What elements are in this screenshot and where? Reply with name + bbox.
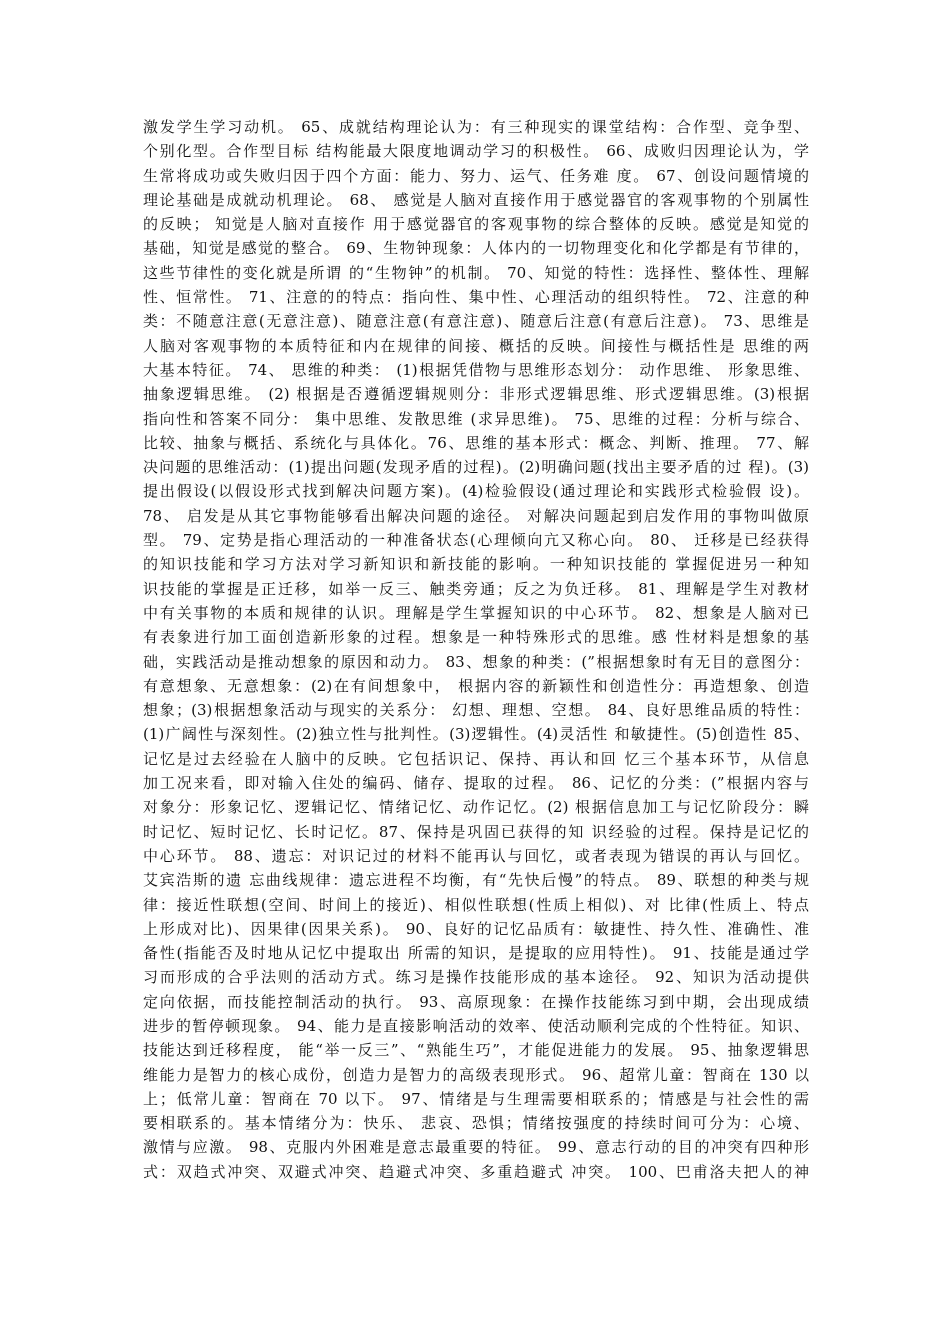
text-line: 有表象进行加工面创造新形象的过程。想象是一种特殊形式的思维。感 性材料是想象的基	[143, 628, 809, 647]
text-line: 础，实践活动是推动想象的原因和动力。 83、想象的种类：(”根据想象时有无目的意图分：	[143, 652, 809, 671]
body-text	[143, 115, 809, 1184]
text-line: 习而形成的合乎法则的活动方式。练习是操作技能形成的基本途径。 92、知识为活动提供	[143, 968, 809, 987]
text-line: 类：不随意注意(无意注意)、随意注意(有意注意)、随意后注意(有意后注意)。 73、思维是	[143, 312, 809, 331]
text-line: 的知识技能和学习方法对学习新知识和新技能的影响。一种知识技能的 掌握促进另一种知	[143, 555, 809, 574]
text-line: 比较、抽象与概括、系统化与具体化。76、思维的基本形式：概念、判断、推理。 77、解	[143, 433, 809, 452]
text-line: 激发学生学习动机。 65、成就结构理论认为：有三种现实的课堂结构：合作型、竞争型、	[143, 118, 809, 136]
text-line: 要相联系的。基本情绪分为：快乐、 悲哀、恐惧；情绪按强度的持续时间可分为：心境、	[143, 1114, 809, 1133]
text-line: 时记忆、短时记忆、长时记忆。87、保持是巩固已获得的知 识经验的过程。保持是记忆的	[143, 822, 809, 841]
text-line: 记忆是过去经验在人脑中的反映。它包括识记、保持、再认和回 忆三个基本环节，从信息	[143, 749, 809, 768]
text-line: 生常将成功或失败归因于四个方面：能力、努力、运气、任务难 度。 67、创设问题情境的	[143, 166, 809, 185]
text-line: 上；低常儿童：智商在 70 以下。 97、情绪是与生理需要相联系的；情感是与社会性的需	[143, 1089, 809, 1108]
text-line: 识技能的掌握是正迁移，如举一反三、触类旁通；反之为负迁移。 81、理解是学生对教材	[143, 579, 809, 598]
text-line: 基础，知觉是感觉的整合。 69、生物钟现象：人体内的一切物理变化和化学都是有节律的，	[143, 239, 809, 258]
text-line: 个别化型。合作型目标 结构能最大限度地调动学习的积极性。 66、成败归因理论认为，学	[143, 142, 809, 161]
text-line: 备性(指能否及时地从记忆中提取出 所需的知识，是提取的应用特性)。 91、技能是通过学	[143, 944, 809, 963]
text-line: 上形成对比)、因果律(因果关系)。 90、良好的记忆品质有：敏捷性、持久性、准确性、准	[143, 919, 809, 938]
text-line: 技能达到迁移程度， 能“举一反三”、“熟能生巧”，才能促进能力的发展。 95、抽象逻辑思	[143, 1041, 809, 1060]
text-line: 性、恒常性。 71、注意的的特点：指向性、集中性、心理活动的组织特性。 72、注意的种	[143, 288, 809, 307]
text-line: 式：双趋式冲突、双避式冲突、趋避式冲突、多重趋避式 冲突。 100、巴甫洛夫把人的神	[143, 1162, 809, 1181]
text-line: 激情与应激。 98、克服内外困难是意志最重要的特征。 99、意志行动的目的冲突有四种形	[143, 1138, 809, 1157]
text-line: 理论基础是成就动机理论。 68、 感觉是人脑对直接作用于感觉器官的客观事物的个别属性	[143, 190, 809, 209]
text-line: 决问题的思维活动：(1)提出问题(发现矛盾的过程)。(2)明确问题(找出主要矛盾的过 程)。(3)	[143, 458, 809, 477]
text-line: 定向依据，而技能控制活动的执行。 93、高原现象：在操作技能练习到中期，会出现成绩	[143, 992, 809, 1011]
text-line: 进步的暂停顿现象。 94、能力是直接影响活动的效率、使活动顺利完成的个性特征。知识、	[143, 1016, 809, 1035]
text-line: 这些节律性的变化就是所谓 的“生物钟”的机制。 70、知觉的特性：选择性、整体性、理解	[143, 263, 809, 282]
text-line: 艾宾浩斯的遗 忘曲线规律：遗忘进程不均衡，有“先快后慢”的特点。 89、联想的种类与规	[143, 871, 809, 890]
text-line: 人脑对客观事物的本质特征和内在规律的间接、概括的反映。间接性与概括性是 思维的两	[143, 336, 809, 355]
text-line: 律：接近性联想(空间、时间上的接近)、相似性联想(性质上相似)、对 比律(性质上、特点	[143, 895, 809, 914]
text-line: (1)广阔性与深刻性。(2)独立性与批判性。(3)逻辑性。(4)灵活性 和敏捷性。(5)创造性 85、	[143, 725, 809, 744]
text-line: 型。 79、定势是指心理活动的一种准备状态(心理倾向亢又称心向。 80、 迁移是已经获得	[143, 531, 809, 550]
text-line: 中有关事物的本质和规律的认识。理解是学生掌握知识的中心环节。 82、想象是人脑对已	[143, 603, 809, 622]
text-line: 大基本特征。 74、 思维的种类： (1)根据凭借物与思维形态划分： 动作思维、 形象思维、	[143, 360, 809, 379]
text-line: 维能力是智力的核心成份，创造力是智力的高级表现形式。 96、超常儿童：智商在 130 以	[143, 1065, 809, 1084]
text-line: 78、 启发是从其它事物能够看出解决问题的途径。 对解决问题起到启发作用的事物叫做原	[143, 506, 809, 525]
text-line: 提出假设(以假设形式找到解决问题方案)。(4)检验假设(通过理论和实践形式检验假 设)。	[143, 482, 809, 501]
text-line: 指向性和答案不同分： 集中思维、发散思维 (求异思维)。 75、思维的过程：分析与综合、	[143, 409, 809, 428]
text-line: 中心环节。 88、遗忘：对识记过的材料不能再认与回忆，或者表现为错误的再认与回忆。	[143, 846, 809, 865]
text-line: 的反映； 知觉是人脑对直接作 用于感觉器官的客观事物的综合整体的反映。感觉是知觉的	[143, 215, 809, 234]
text-line: 有意想象、无意想象：(2)在有间想象中， 根据内容的新颖性和创造性分：再造想象、创造	[143, 676, 809, 695]
text-line: 加工况来看，即对输入住处的编码、储存、提取的过程。 86、记忆的分类：(”根据内容与	[143, 774, 809, 793]
text-line: 抽象逻辑思维。 (2) 根据是否遵循逻辑规则分：非形式逻辑思维、形式逻辑思维。(3)根据	[143, 385, 809, 404]
text-line: 想象；(3)根据想象活动与现实的关系分： 幻想、理想、空想。 84、良好思维品质的特性：	[143, 701, 809, 720]
text-line: 对象分：形象记忆、逻辑记忆、情绪记忆、动作记忆。(2) 根据信息加工与记忆阶段分：瞬	[143, 798, 809, 817]
